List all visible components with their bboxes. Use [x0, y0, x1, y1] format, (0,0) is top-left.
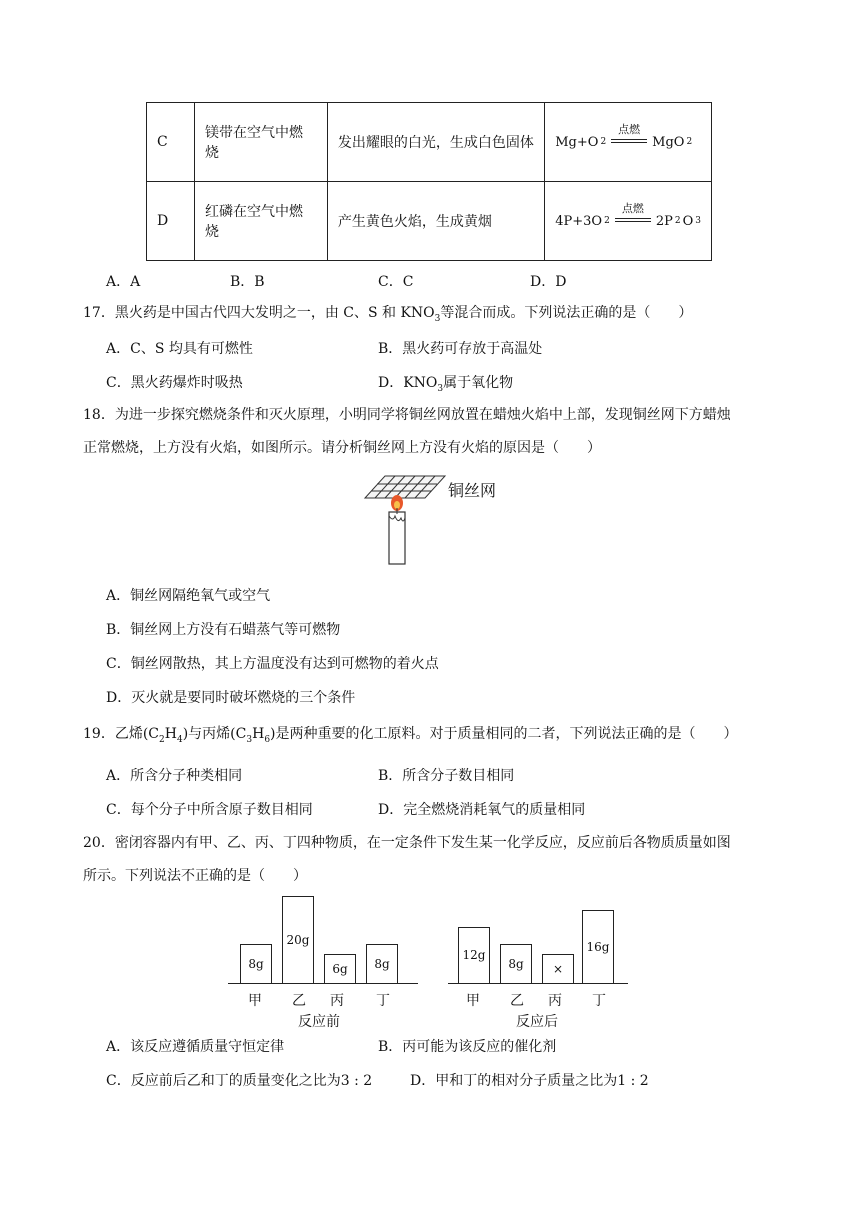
- box-jia-after: 12g: [458, 927, 490, 984]
- q18-option-d: D．灭火就是要同时破坏燃烧的三个条件: [106, 690, 356, 706]
- box-yi-before: 20g: [282, 896, 314, 984]
- eq-right: 2P: [655, 213, 673, 229]
- equation-cell: 4P+3O 2 点燃 2P 2 O 3: [545, 182, 712, 261]
- q19-stem: 19．乙烯$(C_2H_4)$与丙烯$(C_3H_6)$是两种重要的化工原料。对于质量相同的二者，下列说法正确的是（ ）: [83, 726, 738, 745]
- q20-option-b: B．丙可能为该反应的催化剂: [378, 1039, 557, 1055]
- table-row: [147, 182, 712, 261]
- label-ding: 丁: [376, 993, 390, 1009]
- phenomenon-cell: 产生黄色火焰，生成黄烟: [327, 182, 544, 261]
- q19-option-d: D．完全燃烧消耗氧气的质量相同: [378, 802, 586, 818]
- comparison-table: [146, 102, 712, 261]
- box-bing-after: ×: [542, 954, 574, 984]
- experiment-cell: 镁带在空气中燃烧: [195, 103, 328, 182]
- before-diagram: [228, 895, 418, 1031]
- box-yi-after: 8g: [500, 944, 532, 984]
- q17-stem: 17．黑火药是中国古代四大发明之一，由 C、S 和 $KNO_3$等混合而成。下列说法正确的是（ ）: [83, 305, 693, 324]
- after-diagram: [448, 895, 628, 1031]
- equation-cell: Mg+O 2 点燃 MgO 2: [545, 103, 712, 182]
- q18-stem-line1: 18．为进一步探究燃烧条件和灭火原理，小明同学将铜丝网放置在蜡烛火焰中上部，发现铜丝网下方蜡烛: [83, 407, 731, 423]
- eq-left: 4P+3O: [555, 213, 603, 229]
- q16-option-a: A．A: [106, 274, 141, 290]
- q17-option-c: C．黑火药爆炸时吸热: [106, 375, 243, 391]
- q20-option-d: D．甲和丁的相对分子质量之比为1 : 2: [410, 1073, 649, 1089]
- box-jia-before: 8g: [240, 944, 272, 984]
- q18-option-c: C．铜丝网散热，其上方温度没有达到可燃物的着火点: [106, 656, 439, 672]
- q20-option-a: A．该反应遵循质量守恒定律: [106, 1039, 285, 1055]
- label-yi: 乙: [292, 993, 306, 1009]
- label-bing: 丙: [330, 993, 344, 1009]
- eq-left: Mg+O: [555, 134, 599, 150]
- q17-option-b: B．黑火药可存放于高温处: [378, 341, 543, 357]
- label-bing: 丙: [548, 993, 562, 1009]
- table-row: [147, 103, 712, 182]
- experiment-cell: 红磷在空气中燃烧: [195, 182, 328, 261]
- q18-option-a: A．铜丝网隔绝氧气或空气: [106, 588, 271, 604]
- box-ding-after: 16g: [582, 910, 614, 984]
- q16-option-b: B．B: [230, 274, 265, 290]
- candle-figure: [350, 470, 510, 570]
- reaction-arrow: 点燃: [611, 135, 647, 149]
- figure-label: 铜丝网: [448, 481, 497, 500]
- q20-option-c: C．反应前后乙和丁的质量变化之比为3 : 2: [106, 1073, 373, 1089]
- q19-option-b: B．所含分子数目相同: [378, 768, 515, 784]
- label-ding: 丁: [592, 993, 606, 1009]
- q19-option-c: C．每个分子中所含原子数目相同: [106, 802, 313, 818]
- phenomenon-cell: 发出耀眼的白光，生成白色固体: [327, 103, 544, 182]
- q18-stem-line2: 正常燃烧，上方没有火焰，如图所示。请分析铜丝网上方没有火焰的原因是（ ）: [83, 440, 601, 456]
- after-caption: 反应后: [516, 1014, 558, 1030]
- q18-option-b: B．铜丝网上方没有石蜡蒸气等可燃物: [106, 622, 341, 638]
- q16-option-c: C．C: [378, 274, 414, 290]
- label-jia: 甲: [466, 993, 480, 1009]
- box-ding-before: 8g: [366, 944, 398, 984]
- q20-stem-line2: 所示。下列说法不正确的是（ ）: [83, 868, 307, 884]
- eq-right: MgO: [652, 134, 685, 150]
- reaction-arrow: 点燃: [615, 214, 651, 228]
- q20-stem-line1: 20．密闭容器内有甲、乙、丙、丁四种物质，在一定条件下发生某一化学反应，反应前后各物质质量如图: [83, 835, 731, 851]
- row-label: D: [147, 182, 195, 261]
- before-caption: 反应前: [298, 1014, 340, 1030]
- row-label: C: [147, 103, 195, 182]
- q17-option-d: D．$KNO_3$属于氧化物: [378, 375, 514, 394]
- box-bing-before: 6g: [324, 954, 356, 984]
- label-yi: 乙: [510, 993, 524, 1009]
- q16-option-d: D．D: [530, 274, 567, 290]
- q17-option-a: A．C、S 均具有可燃性: [106, 341, 253, 357]
- copper-mesh-icon: [365, 476, 445, 498]
- label-jia: 甲: [248, 993, 262, 1009]
- q19-option-a: A．所含分子种类相同: [106, 768, 243, 784]
